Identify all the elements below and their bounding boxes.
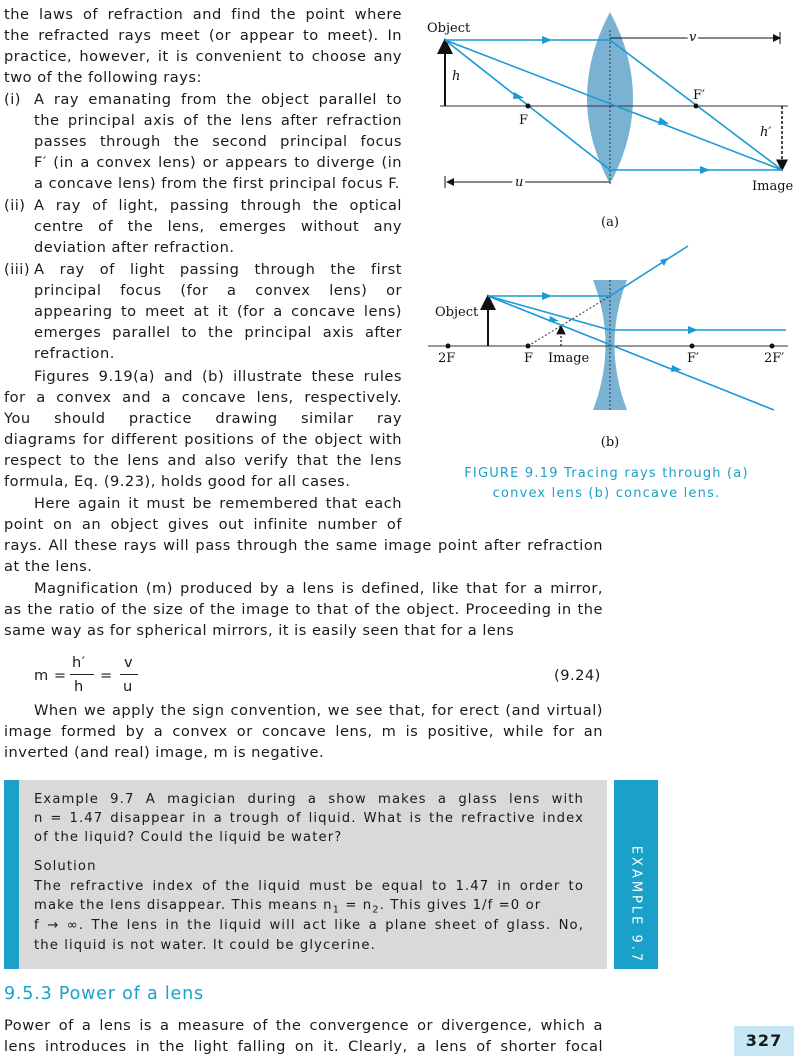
ray-arrowhead — [688, 326, 698, 334]
ray-arrowhead — [549, 316, 559, 322]
text-line: inverted (and real) image, m is negative. — [4, 744, 325, 761]
example-accent-bar — [4, 780, 19, 969]
f-label: F — [519, 113, 529, 128]
list-marker: (iii) — [4, 261, 31, 278]
two-f-prime-label: 2F′ — [764, 351, 785, 366]
equation-numerator: h′ — [72, 654, 86, 671]
text-line: for a convex and a concave lens, respectively. — [4, 389, 402, 406]
figure-a-label: (a) — [601, 215, 619, 230]
example-question-line: Example 9.7 A magician during a show makes a glass lens with — [34, 792, 584, 807]
example-question-line: of the liquid? Could the liquid be water? — [34, 830, 343, 845]
list-marker: (i) — [4, 91, 21, 108]
text-line: two of the following rays: — [4, 69, 202, 86]
image-label: Image — [752, 179, 794, 194]
text-line: rays. All these rays will pass through the same image point after refraction — [4, 537, 603, 554]
two-f-point — [770, 344, 775, 349]
solution-heading: Solution — [34, 859, 97, 874]
focus-point — [526, 344, 531, 349]
list-item-line: A ray of light passing through the first — [34, 261, 402, 278]
ray-arrowhead — [660, 258, 668, 266]
subscript: 2 — [372, 904, 380, 916]
text-line: formula, Eq. (9.23), holds good for all cases. — [4, 473, 351, 490]
text-line: You should practice drawing similar ray — [4, 410, 402, 427]
caption-line: FIGURE 9.19 Tracing rays through (a) — [464, 466, 749, 481]
solution-text: . This gives 1/f =0 or — [379, 898, 542, 913]
section-heading: 9.5.3 Power of a lens — [4, 984, 204, 1004]
ray-toward-focus — [488, 296, 610, 330]
solution-text: make the lens disappear. This means n — [34, 898, 333, 913]
two-f-label: 2F — [438, 351, 456, 366]
text-line: the refracted rays meet (or appear to meet). In — [4, 27, 402, 44]
object-label: Object — [427, 21, 471, 36]
list-marker: (ii) — [4, 197, 26, 214]
concave-lens-diagram — [428, 246, 788, 450]
list-item-line: centre of the lens, emerges without any — [34, 218, 402, 235]
text-line: at the lens. — [4, 558, 93, 575]
text-line: respect to the lens and also verify that the lens — [4, 452, 402, 469]
list-item-line: the principal axis of the lens after refraction — [34, 112, 402, 129]
list-item-line: emerges parallel to the principal axis after — [34, 324, 402, 341]
u-label: u — [515, 175, 524, 190]
f-prime-label: F′ — [687, 351, 699, 366]
solution-text: = n — [340, 898, 373, 913]
v-label: v — [689, 30, 697, 45]
example-question-line: n = 1.47 disappear in a trough of liquid. What is the refractive index — [34, 811, 584, 826]
ray-arrowhead — [513, 92, 524, 99]
convex-lens-diagram — [427, 12, 794, 230]
solution-line: f → ∞. The lens in the liquid will act like a plane sheet of glass. No, — [34, 918, 584, 933]
fraction-bar — [70, 674, 94, 675]
solution-line: the liquid is not water. It could be glycerine. — [34, 938, 376, 953]
ray-arrowhead — [542, 292, 552, 300]
example-tab-label: EXAMPLE 9.7 — [628, 845, 644, 965]
text-line: image formed by a convex or concave lens, m is positive, while for an — [4, 723, 603, 740]
object-label: Object — [435, 305, 479, 320]
text-line: Magnification (m) produced by a lens is defined, like that for a mirror, — [34, 580, 603, 597]
equation-denominator: u — [123, 678, 133, 695]
caption-line: convex lens (b) concave lens. — [492, 486, 721, 501]
focus-point — [690, 344, 695, 349]
image-label: Image — [548, 351, 590, 366]
text-line: Power of a lens is a measure of the convergence or divergence, which a — [4, 1017, 603, 1034]
f-label: F — [524, 351, 534, 366]
equation-denominator: h — [74, 678, 84, 695]
equation-numerator: v — [124, 654, 134, 671]
list-item-line: passes through the second principal focus — [34, 133, 402, 150]
ray-arrowhead — [671, 365, 682, 372]
ray-arrowhead — [658, 117, 669, 125]
text-line: Here again it must be remembered that each — [34, 495, 402, 512]
focus-point — [694, 104, 699, 109]
text-line: lens introduces in the light falling on it. Clearly, a lens of shorter focal — [4, 1038, 603, 1055]
fraction-bar — [120, 674, 138, 675]
solution-line: The refractive index of the liquid must be equal to 1.47 in order to — [34, 879, 584, 894]
text-line: When we apply the sign convention, we see that, for erect (and virtual) — [34, 702, 603, 719]
f-prime-label: F′ — [693, 88, 705, 103]
list-item-line: A ray of light, passing through the optical — [34, 197, 402, 214]
text-line: practice, however, it is convenient to choose any — [4, 48, 402, 65]
list-item-line: F′ (in a convex lens) or appears to diverge (in — [34, 154, 402, 171]
two-f-point — [446, 344, 451, 349]
figure-b-label: (b) — [600, 435, 620, 450]
ray-diverged — [610, 246, 688, 296]
list-item-line: deviation after refraction. — [34, 239, 235, 256]
text-line: Figures 9.19(a) and (b) illustrate these rules — [34, 368, 402, 385]
subscript: 1 — [332, 904, 341, 916]
list-item-line: refraction. — [34, 345, 115, 362]
list-item-line: principal focus (for a convex lens) or — [34, 282, 402, 299]
equation-number: (9.24) — [554, 667, 601, 684]
focus-point — [526, 104, 531, 109]
list-item-line: appearing to meet at it (for a concave lens) — [34, 303, 402, 320]
list-item-line: a concave lens) from the first principal focus F. — [34, 175, 400, 192]
ray-arrowhead — [700, 166, 710, 174]
list-item-line: A ray emanating from the object parallel to — [34, 91, 402, 108]
equation-equals: = — [100, 667, 113, 684]
ray-diagram-figure — [410, 0, 803, 470]
text-line: same way as for spherical mirrors, it is easily seen that for a lens — [4, 622, 515, 639]
equation-lhs: m = — [34, 667, 67, 684]
h-prime-label: h′ — [760, 125, 772, 140]
page-number: 327 — [734, 1026, 794, 1056]
text-line: point on an object gives out infinite number of — [4, 516, 402, 533]
ray-virtual-trace — [528, 296, 610, 346]
ray-arrowhead — [542, 36, 552, 44]
text-line: diagrams for different positions of the object with — [4, 431, 402, 448]
h-label: h — [452, 69, 461, 84]
text-line: the laws of refraction and find the point where — [4, 6, 402, 23]
text-line: as the ratio of the size of the image to that of the object. Proceeding in the — [4, 601, 603, 618]
